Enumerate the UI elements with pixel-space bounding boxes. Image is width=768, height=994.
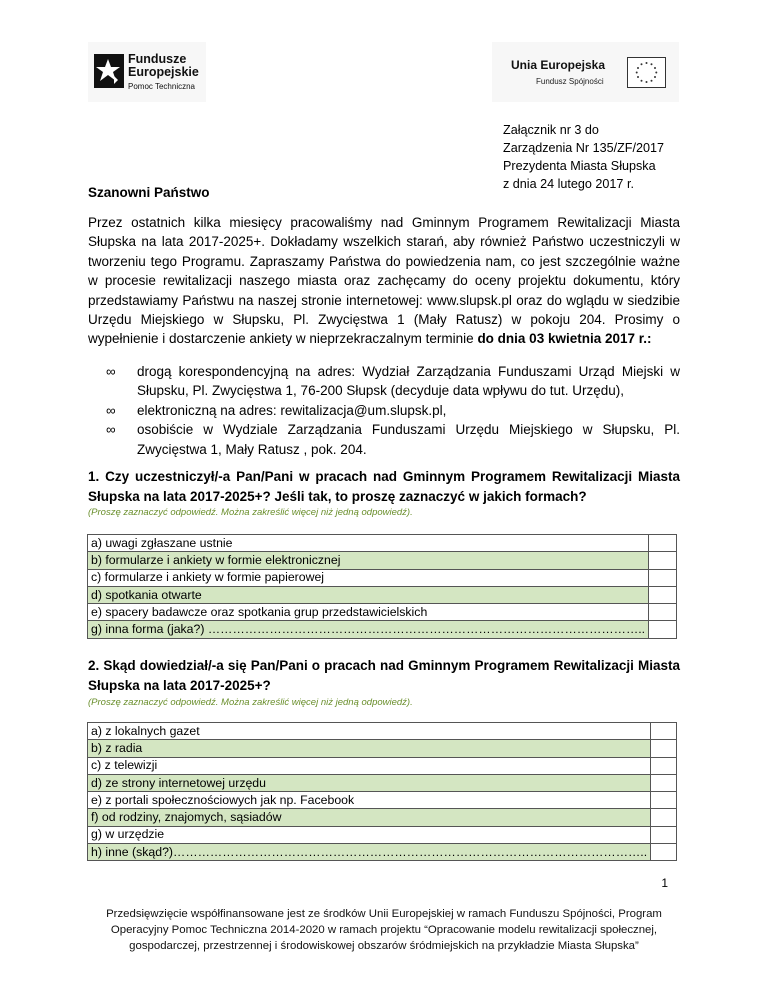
option-checkbox[interactable]: [651, 844, 677, 861]
option-checkbox[interactable]: [651, 826, 677, 843]
list-item: [106, 420, 680, 459]
table-row: [88, 604, 677, 621]
annex-line: Prezydenta Miasta Słupska: [503, 159, 656, 173]
question-2-title: 2. Skąd dowiedział/-a się Pan/Pani o pracach nad Gminnym Programem Rewitalizacji Miasta Słupska na lata 2017-2025+?: [88, 658, 680, 693]
footer-note: Przedsięwzięcie współfinansowane jest ze środków Unii Europejskiej w ramach Funduszu Spójności, Program Operacyjny Pomoc Techniczna 2014-2020 w ramach projektu “Opracowanie modelu rewitalizacji społecznej, gospodarczej, przestrzennej i środowiskowej obszarów śródmiejskich na przykładzie Miasta Słupska”: [106, 908, 662, 952]
table-row: [88, 844, 677, 861]
intro-paragraph: [88, 213, 680, 349]
infinity-bullet-icon: ∞: [106, 402, 116, 418]
option-checkbox[interactable]: [649, 621, 677, 638]
bullet-text: drogą korespondencyjną na adres: Wydział Zarządzania Funduszami Urząd Miejski w Słupsku, Pl. Zwycięstwa 1, 76-200 Słupsk (decyduje data wpływu do tut. Urzędu),: [137, 364, 680, 399]
ue-title: Unia Europejska: [511, 58, 606, 72]
option-checkbox[interactable]: [651, 809, 677, 826]
fe-line2: Europejskie: [128, 65, 199, 79]
option-checkbox[interactable]: [651, 757, 677, 774]
fundusze-europejskie-logo: [88, 42, 206, 102]
infinity-bullet-icon: ∞: [106, 364, 116, 379]
option-label: d) ze strony internetowej urzędu: [88, 774, 651, 791]
option-label: a) z lokalnych gazet: [88, 723, 651, 740]
submission-methods-list: [106, 362, 680, 459]
table-row: [88, 757, 677, 774]
table-row: [88, 621, 677, 638]
table-row: [88, 569, 677, 586]
ue-sub: Fundusz Spójności: [536, 77, 604, 86]
infinity-bullet-icon: ∞: [106, 422, 116, 438]
option-label: h) inne (skąd?)……………………………………………………………………………………………………..: [88, 844, 651, 861]
page-number: 1: [661, 876, 668, 890]
annex-line: z dnia 24 lutego 2017 r.: [503, 177, 634, 191]
intro-deadline: do dnia 03 kwietnia 2017 r.:: [477, 331, 652, 347]
option-checkbox[interactable]: [649, 604, 677, 621]
question-1-title: 1. Czy uczestniczył/-a Pan/Pani w pracach nad Gminnym Programem Rewitalizacji Miasta Słupska na lata 2017-2025+? Jeśli tak, to proszę zaznaczyć w jakich formach?: [88, 469, 680, 504]
annex-line: Załącznik nr 3 do: [503, 123, 599, 137]
option-checkbox[interactable]: [649, 552, 677, 569]
option-label: g) w urzędzie: [88, 826, 651, 843]
annex-line: Zarządzenia Nr 135/ZF/2017: [503, 141, 665, 155]
list-item: [106, 362, 680, 401]
option-label: c) formularze i ankiety w formie papierowej: [88, 569, 649, 586]
option-label: a) uwagi zgłaszane ustnie: [88, 535, 649, 552]
unia-europejska-logo: [492, 42, 679, 102]
question-1-hint: (Proszę zaznaczyć odpowiedź. Można zakreślić więcej niż jedną odpowiedź).: [88, 507, 413, 518]
table-row: [88, 535, 677, 552]
eu-flag-icon: [627, 57, 666, 88]
option-checkbox[interactable]: [649, 569, 677, 586]
bullet-text: elektroniczną na adres: rewitalizacja@um.slupsk.pl,: [137, 402, 447, 418]
list-item: [106, 401, 680, 420]
table-row: [88, 552, 677, 569]
option-label: b) z radia: [88, 740, 651, 757]
question-2-hint: (Proszę zaznaczyć odpowiedź. Można zakreślić więcej niż jedną odpowiedź).: [88, 697, 413, 708]
table-row: [88, 826, 677, 843]
fe-star-icon: [94, 54, 124, 88]
option-checkbox[interactable]: [649, 535, 677, 552]
option-label: e) spacery badawcze oraz spotkania grup przedstawicielskich: [88, 604, 649, 621]
option-checkbox[interactable]: [649, 586, 677, 603]
intro-text: Przez ostatnich kilka miesięcy pracowaliśmy nad Gminnym Programem Rewitalizacji Miasta Słupska na lata 2017-2025+. Dokładamy wszelkich starań, aby również Państwo uczestniczyli w tworzeniu tego Programu. Zapraszamy Państwa do powiedzenia nam, co jest szczególnie ważne w procesie rewitalizacji naszego miasta oraz zachęcamy do oceny projektu dokumentu, który przedstawiamy Państwu na naszej stronie internetowej: www.slupsk.pl oraz do wglądu w siedzibie Urzędu Miejskiego w Słupsku, Pl. Zwycięstwa 1 (Mały Ratusz) w pokoju 204. Prosimy o wypełnienie i dostarczenie ankiety w nieprzekraczalnym terminie: [88, 215, 680, 347]
option-label: e) z portali społecznościowych jak np. Facebook: [88, 792, 651, 809]
option-label: b) formularze i ankiety w formie elektronicznej: [88, 552, 649, 569]
question-2-options: [87, 722, 677, 861]
fe-sub: Pomoc Techniczna: [128, 82, 195, 91]
question-1-options: [87, 534, 677, 639]
table-row: [88, 740, 677, 757]
greeting: Szanowni Państwo: [88, 185, 210, 200]
table-row: [88, 792, 677, 809]
option-checkbox[interactable]: [651, 723, 677, 740]
option-checkbox[interactable]: [651, 774, 677, 791]
option-label: f) od rodziny, znajomych, sąsiadów: [88, 809, 651, 826]
table-row: [88, 774, 677, 791]
option-label: d) spotkania otwarte: [88, 586, 649, 603]
table-row: [88, 586, 677, 603]
table-row: [88, 809, 677, 826]
bullet-text: osobiście w Wydziale Zarządzania Funduszami Urzędu Miejskiego w Słupsku, Pl. Zwycięstwa 1, Mały Ratusz , pok. 204.: [137, 422, 680, 457]
table-row: [88, 723, 677, 740]
option-checkbox[interactable]: [651, 740, 677, 757]
option-label: c) z telewizji: [88, 757, 651, 774]
fe-line1: Fundusze: [128, 52, 187, 66]
option-label: g) inna forma (jaka?) ……………………………………………………………………………………………..: [88, 621, 649, 638]
option-checkbox[interactable]: [651, 792, 677, 809]
